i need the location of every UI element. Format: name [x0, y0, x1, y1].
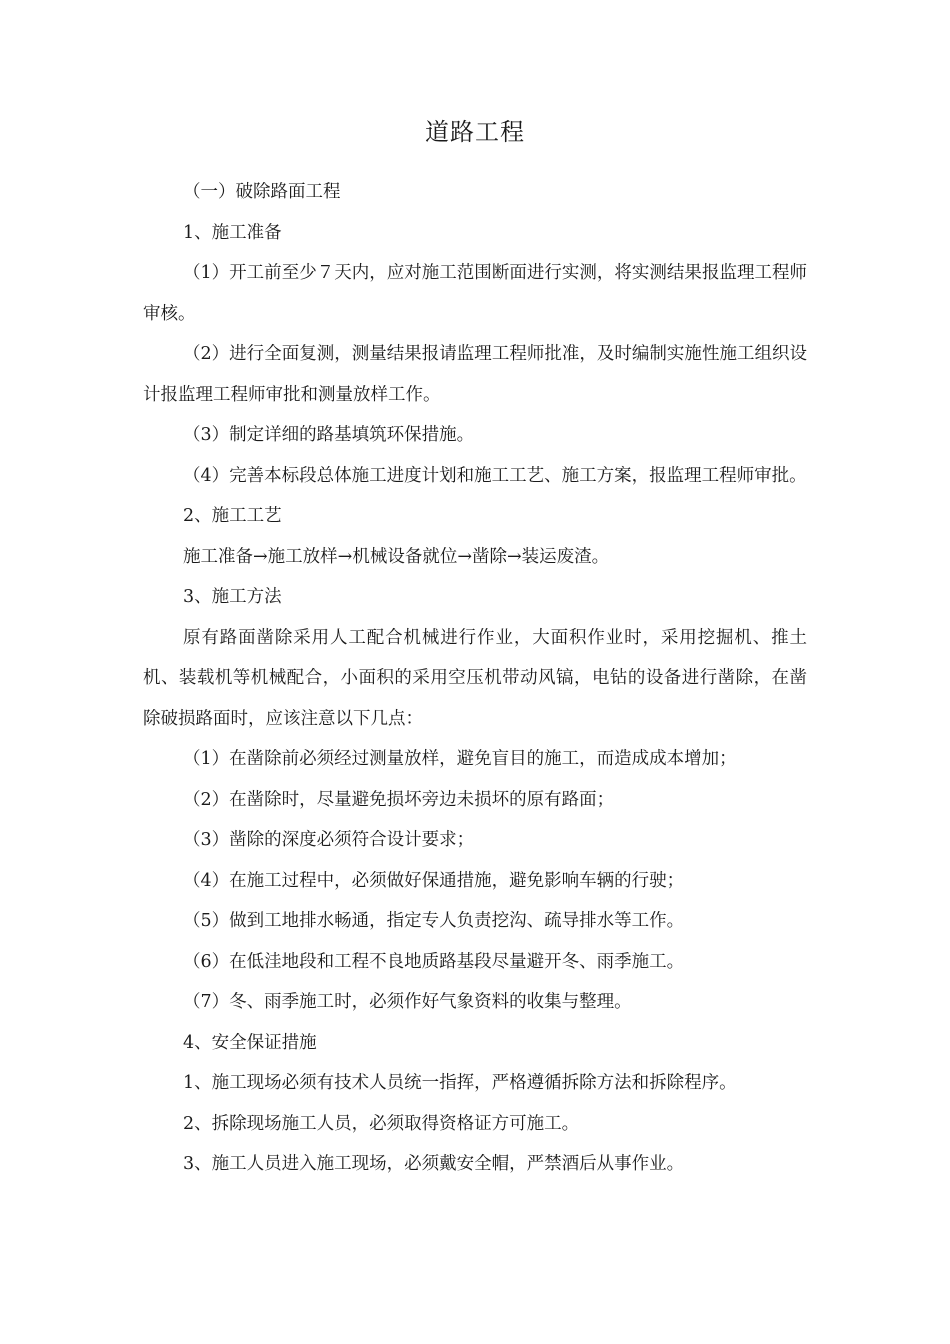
list-item: （2）在凿除时，尽量避免损坏旁边未损坏的原有路面； [183, 789, 615, 810]
paragraph: 施工准备→施工放样→机械设备就位→凿除→装运废渣。 [183, 546, 610, 567]
document-body [143, 172, 807, 1185]
subsection-heading: 2、施工工艺 [183, 506, 282, 526]
subsection-heading: 3、施工方法 [183, 587, 282, 607]
paragraph: 原有路面凿除采用人工配合机械进行作业，大面积作业时，采用挖掘机、推土机、装载机等机械配合，小面积的采用空压机带动风镐，电钻的设备进行凿除，在凿除破损路面时，应该注意以下几点： [143, 627, 807, 729]
document-title: 道路工程 [425, 118, 525, 146]
list-item: （6）在低洼地段和工程不良地质路基段尽量避开冬、雨季施工。 [183, 951, 685, 972]
list-item: 1、施工现场必须有技术人员统一指挥，严格遵循拆除方法和拆除程序。 [183, 1073, 737, 1093]
paragraph: （4）完善本标段总体施工进度计划和施工工艺、施工方案，报监理工程师审批。 [183, 465, 807, 486]
list-item: （3）凿除的深度必须符合设计要求； [183, 830, 475, 850]
list-item: （7）冬、雨季施工时，必须作好气象资料的收集与整理。 [183, 992, 632, 1012]
subsection-heading: 4、安全保证措施 [183, 1032, 317, 1053]
list-item: （5）做到工地排水畅通，指定专人负责挖沟、疏导排水等工作。 [183, 911, 685, 931]
subsection-heading: 1、施工准备 [183, 222, 282, 243]
paragraph: （1）开工前至少７天内，应对施工范围断面进行实测，将实测结果报监理工程师审核。 [143, 263, 807, 324]
list-item: （1）在凿除前必须经过测量放样，避免盲目的施工，而造成成本增加； [183, 749, 737, 769]
paragraph: （2）进行全面复测，测量结果报请监理工程师批准，及时编制实施性施工组织设计报监理工程师审批和测量放样工作。 [143, 344, 807, 405]
list-item: 2、拆除现场施工人员，必须取得资格证方可施工。 [183, 1113, 580, 1134]
section-heading: （一）破除路面工程 [183, 182, 341, 202]
paragraph: （3）制定详细的路基填筑环保措施。 [183, 425, 475, 445]
list-item: （4）在施工过程中，必须做好保通措施，避免影响车辆的行驶； [183, 870, 685, 891]
list-item: 3、施工人员进入施工现场，必须戴安全帽，严禁酒后从事作业。 [183, 1154, 685, 1174]
